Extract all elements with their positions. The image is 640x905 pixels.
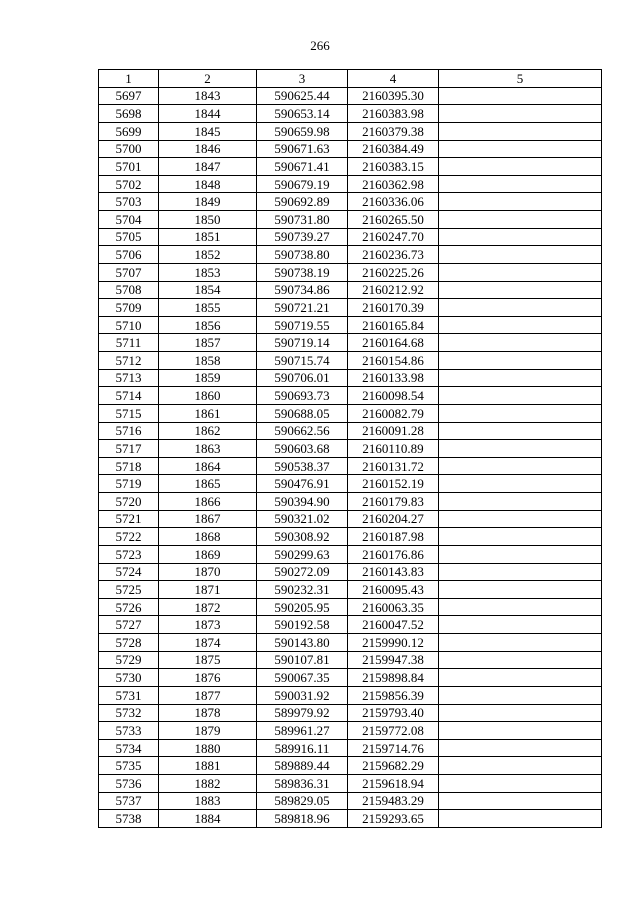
table-cell-col-4: 2159947.38 (348, 651, 439, 669)
table-row (99, 193, 602, 211)
table-cell-col-3: 589961.27 (257, 722, 348, 740)
table-row (99, 87, 602, 105)
table-body (99, 87, 602, 827)
table-cell-col-3: 590394.90 (257, 493, 348, 511)
table-cell-col-1: 5699 (99, 122, 159, 140)
table-cell-col-5 (439, 510, 602, 528)
table-cell-col-3: 590693.73 (257, 387, 348, 405)
table-cell-col-2: 1853 (159, 263, 257, 281)
table-cell-col-2: 1848 (159, 175, 257, 193)
table-cell-col-4: 2159293.65 (348, 810, 439, 828)
table-cell-col-2: 1846 (159, 140, 257, 158)
column-header-5: 5 (439, 70, 602, 88)
table-cell-col-4: 2160395.30 (348, 87, 439, 105)
table-row (99, 122, 602, 140)
table-cell-col-5 (439, 175, 602, 193)
table-cell-col-4: 2160133.98 (348, 369, 439, 387)
table-cell-col-1: 5707 (99, 263, 159, 281)
table-row (99, 404, 602, 422)
table-cell-col-3: 590671.63 (257, 140, 348, 158)
table-row (99, 334, 602, 352)
table-row (99, 475, 602, 493)
table-row (99, 810, 602, 828)
table-cell-col-3: 589829.05 (257, 792, 348, 810)
table-cell-col-3: 590308.92 (257, 528, 348, 546)
table-cell-col-2: 1856 (159, 316, 257, 334)
table-cell-col-1: 5712 (99, 352, 159, 370)
table-cell-col-4: 2159990.12 (348, 634, 439, 652)
table-cell-col-2: 1876 (159, 669, 257, 687)
table-cell-col-1: 5704 (99, 211, 159, 229)
column-header-1: 1 (99, 70, 159, 88)
table-cell-col-2: 1884 (159, 810, 257, 828)
table-cell-col-2: 1843 (159, 87, 257, 105)
table-cell-col-2: 1852 (159, 246, 257, 264)
table-row (99, 669, 602, 687)
table-row (99, 440, 602, 458)
table-row (99, 316, 602, 334)
table-header-row (99, 70, 602, 88)
table-cell-col-5 (439, 757, 602, 775)
table-cell-col-1: 5703 (99, 193, 159, 211)
table-cell-col-3: 590067.35 (257, 669, 348, 687)
table-cell-col-5 (439, 598, 602, 616)
table-cell-col-3: 590476.91 (257, 475, 348, 493)
table-cell-col-4: 2160236.73 (348, 246, 439, 264)
table-cell-col-5 (439, 440, 602, 458)
table-cell-col-2: 1875 (159, 651, 257, 669)
table-row (99, 616, 602, 634)
table-row (99, 563, 602, 581)
table-cell-col-1: 5736 (99, 775, 159, 793)
table-cell-col-3: 590192.58 (257, 616, 348, 634)
table-cell-col-2: 1872 (159, 598, 257, 616)
table-cell-col-5 (439, 281, 602, 299)
table-cell-col-2: 1845 (159, 122, 257, 140)
table-cell-col-3: 590738.19 (257, 263, 348, 281)
table-cell-col-3: 590538.37 (257, 457, 348, 475)
table-cell-col-2: 1883 (159, 792, 257, 810)
table-cell-col-3: 590299.63 (257, 545, 348, 563)
table-cell-col-2: 1870 (159, 563, 257, 581)
table-row (99, 422, 602, 440)
table-cell-col-5 (439, 475, 602, 493)
table-cell-col-1: 5706 (99, 246, 159, 264)
table-row (99, 352, 602, 370)
table-row (99, 105, 602, 123)
table-cell-col-4: 2160383.15 (348, 158, 439, 176)
table-cell-col-4: 2160383.98 (348, 105, 439, 123)
table-cell-col-2: 1871 (159, 581, 257, 599)
table-row (99, 775, 602, 793)
table-cell-col-1: 5730 (99, 669, 159, 687)
table-cell-col-3: 589979.92 (257, 704, 348, 722)
table-cell-col-2: 1858 (159, 352, 257, 370)
table-cell-col-3: 590659.98 (257, 122, 348, 140)
table-cell-col-5 (439, 792, 602, 810)
table-cell-col-1: 5702 (99, 175, 159, 193)
table-cell-col-4: 2160095.43 (348, 581, 439, 599)
table-cell-col-1: 5727 (99, 616, 159, 634)
table-row (99, 651, 602, 669)
table-cell-col-3: 590706.01 (257, 369, 348, 387)
table-cell-col-2: 1857 (159, 334, 257, 352)
table-cell-col-5 (439, 563, 602, 581)
table-cell-col-2: 1868 (159, 528, 257, 546)
table-cell-col-3: 590321.02 (257, 510, 348, 528)
table-cell-col-3: 590671.41 (257, 158, 348, 176)
table-cell-col-1: 5732 (99, 704, 159, 722)
table-cell-col-3: 590719.55 (257, 316, 348, 334)
table-cell-col-4: 2160176.86 (348, 545, 439, 563)
table-cell-col-5 (439, 545, 602, 563)
table-cell-col-1: 5713 (99, 369, 159, 387)
table-cell-col-5 (439, 158, 602, 176)
table-cell-col-4: 2160179.83 (348, 493, 439, 511)
table-cell-col-4: 2160154.86 (348, 352, 439, 370)
table-cell-col-4: 2160247.70 (348, 228, 439, 246)
table-cell-col-1: 5723 (99, 545, 159, 563)
table-row (99, 246, 602, 264)
table-cell-col-5 (439, 122, 602, 140)
table-row (99, 739, 602, 757)
table-cell-col-1: 5717 (99, 440, 159, 458)
table-cell-col-1: 5731 (99, 686, 159, 704)
table-cell-col-5 (439, 686, 602, 704)
table-cell-col-4: 2160165.84 (348, 316, 439, 334)
table-cell-col-5 (439, 404, 602, 422)
table-cell-col-2: 1844 (159, 105, 257, 123)
table-cell-col-4: 2160152.19 (348, 475, 439, 493)
table-cell-col-4: 2160091.28 (348, 422, 439, 440)
table-cell-col-4: 2160265.50 (348, 211, 439, 229)
table-cell-col-4: 2160170.39 (348, 299, 439, 317)
table-row (99, 281, 602, 299)
table-cell-col-5 (439, 493, 602, 511)
table-cell-col-1: 5710 (99, 316, 159, 334)
table-cell-col-1: 5738 (99, 810, 159, 828)
table-row (99, 299, 602, 317)
table-cell-col-2: 1867 (159, 510, 257, 528)
table-cell-col-3: 590692.89 (257, 193, 348, 211)
table-cell-col-5 (439, 211, 602, 229)
table-cell-col-4: 2160212.92 (348, 281, 439, 299)
table-cell-col-2: 1851 (159, 228, 257, 246)
table-cell-col-4: 2160164.68 (348, 334, 439, 352)
table-cell-col-5 (439, 775, 602, 793)
table-row (99, 263, 602, 281)
table-cell-col-5 (439, 651, 602, 669)
table-cell-col-5 (439, 193, 602, 211)
table-cell-col-5 (439, 263, 602, 281)
table-cell-col-1: 5715 (99, 404, 159, 422)
table-cell-col-4: 2160187.98 (348, 528, 439, 546)
table-cell-col-4: 2159772.08 (348, 722, 439, 740)
table-cell-col-1: 5733 (99, 722, 159, 740)
table-cell-col-4: 2160047.52 (348, 616, 439, 634)
table-cell-col-2: 1882 (159, 775, 257, 793)
table-cell-col-3: 590739.27 (257, 228, 348, 246)
table-cell-col-3: 590719.14 (257, 334, 348, 352)
table-row (99, 686, 602, 704)
column-header-4: 4 (348, 70, 439, 88)
table-cell-col-3: 590731.80 (257, 211, 348, 229)
table-cell-col-3: 590662.56 (257, 422, 348, 440)
column-header-2: 2 (159, 70, 257, 88)
table-cell-col-2: 1866 (159, 493, 257, 511)
table-row (99, 228, 602, 246)
table-cell-col-3: 590653.14 (257, 105, 348, 123)
table-row (99, 634, 602, 652)
table-cell-col-5 (439, 810, 602, 828)
table-cell-col-4: 2159618.94 (348, 775, 439, 793)
table-cell-col-5 (439, 616, 602, 634)
table-row (99, 457, 602, 475)
table-cell-col-4: 2159898.84 (348, 669, 439, 687)
table-cell-col-3: 589916.11 (257, 739, 348, 757)
table-cell-col-4: 2160225.26 (348, 263, 439, 281)
table-cell-col-3: 590205.95 (257, 598, 348, 616)
table-cell-col-3: 590625.44 (257, 87, 348, 105)
table-cell-col-5 (439, 87, 602, 105)
table-row (99, 528, 602, 546)
table-cell-col-4: 2160384.49 (348, 140, 439, 158)
table-cell-col-3: 589889.44 (257, 757, 348, 775)
table-cell-col-2: 1850 (159, 211, 257, 229)
table-cell-col-5 (439, 140, 602, 158)
table-cell-col-2: 1869 (159, 545, 257, 563)
table-cell-col-3: 590031.92 (257, 686, 348, 704)
table-cell-col-4: 2159483.29 (348, 792, 439, 810)
table-cell-col-4: 2160336.06 (348, 193, 439, 211)
table-row (99, 757, 602, 775)
table-cell-col-3: 590603.68 (257, 440, 348, 458)
table-row (99, 493, 602, 511)
table-cell-col-2: 1860 (159, 387, 257, 405)
table-cell-col-1: 5697 (99, 87, 159, 105)
table-cell-col-2: 1879 (159, 722, 257, 740)
table-cell-col-1: 5734 (99, 739, 159, 757)
table-cell-col-5 (439, 228, 602, 246)
table-cell-col-4: 2160110.89 (348, 440, 439, 458)
table-cell-col-2: 1877 (159, 686, 257, 704)
table-cell-col-2: 1881 (159, 757, 257, 775)
table-cell-col-2: 1859 (159, 369, 257, 387)
table-cell-col-1: 5724 (99, 563, 159, 581)
table-cell-col-2: 1865 (159, 475, 257, 493)
table-cell-col-4: 2160063.35 (348, 598, 439, 616)
table-cell-col-5 (439, 581, 602, 599)
table-cell-col-2: 1874 (159, 634, 257, 652)
table-row (99, 598, 602, 616)
table-cell-col-1: 5722 (99, 528, 159, 546)
table-cell-col-5 (439, 299, 602, 317)
table-cell-col-1: 5716 (99, 422, 159, 440)
table-row (99, 704, 602, 722)
table-cell-col-5 (439, 369, 602, 387)
table-cell-col-5 (439, 352, 602, 370)
table-cell-col-5 (439, 669, 602, 687)
table-cell-col-3: 590688.05 (257, 404, 348, 422)
table-cell-col-4: 2160082.79 (348, 404, 439, 422)
table-cell-col-3: 589818.96 (257, 810, 348, 828)
coordinates-table (98, 69, 602, 828)
table-cell-col-5 (439, 634, 602, 652)
table-row (99, 510, 602, 528)
table-cell-col-4: 2159793.40 (348, 704, 439, 722)
table-cell-col-3: 590738.80 (257, 246, 348, 264)
table-cell-col-1: 5721 (99, 510, 159, 528)
table-cell-col-3: 590143.80 (257, 634, 348, 652)
table-row (99, 211, 602, 229)
table-cell-col-1: 5728 (99, 634, 159, 652)
table-cell-col-5 (439, 334, 602, 352)
table-cell-col-1: 5708 (99, 281, 159, 299)
table-cell-col-3: 589836.31 (257, 775, 348, 793)
table-row (99, 175, 602, 193)
table-cell-col-4: 2159714.76 (348, 739, 439, 757)
table-cell-col-2: 1862 (159, 422, 257, 440)
table-cell-col-1: 5725 (99, 581, 159, 599)
table-cell-col-3: 590232.31 (257, 581, 348, 599)
table-cell-col-1: 5726 (99, 598, 159, 616)
table-cell-col-2: 1863 (159, 440, 257, 458)
table-cell-col-2: 1873 (159, 616, 257, 634)
table-cell-col-4: 2160379.38 (348, 122, 439, 140)
table-cell-col-5 (439, 528, 602, 546)
table-row (99, 158, 602, 176)
table-row (99, 369, 602, 387)
page-number: 266 (310, 38, 330, 53)
table-row (99, 387, 602, 405)
table-cell-col-1: 5698 (99, 105, 159, 123)
table-cell-col-1: 5737 (99, 792, 159, 810)
table-cell-col-4: 2160131.72 (348, 457, 439, 475)
table-cell-col-2: 1854 (159, 281, 257, 299)
table-cell-col-5 (439, 422, 602, 440)
table-cell-col-5 (439, 739, 602, 757)
table-cell-col-2: 1880 (159, 739, 257, 757)
table-cell-col-5 (439, 704, 602, 722)
table-cell-col-1: 5735 (99, 757, 159, 775)
table-cell-col-4: 2160204.27 (348, 510, 439, 528)
table-cell-col-2: 1864 (159, 457, 257, 475)
table-cell-col-1: 5718 (99, 457, 159, 475)
table-row (99, 581, 602, 599)
table-cell-col-2: 1861 (159, 404, 257, 422)
table-row (99, 792, 602, 810)
table-cell-col-1: 5701 (99, 158, 159, 176)
table-cell-col-1: 5705 (99, 228, 159, 246)
table-cell-col-4: 2160362.98 (348, 175, 439, 193)
table-cell-col-5 (439, 246, 602, 264)
table-cell-col-2: 1878 (159, 704, 257, 722)
table-cell-col-4: 2160098.54 (348, 387, 439, 405)
table-cell-col-1: 5720 (99, 493, 159, 511)
table-cell-col-4: 2159682.29 (348, 757, 439, 775)
table-cell-col-3: 590734.86 (257, 281, 348, 299)
table-cell-col-3: 590107.81 (257, 651, 348, 669)
table-cell-col-3: 590721.21 (257, 299, 348, 317)
table-cell-col-3: 590272.09 (257, 563, 348, 581)
table-cell-col-1: 5719 (99, 475, 159, 493)
table-cell-col-1: 5714 (99, 387, 159, 405)
table-cell-col-5 (439, 316, 602, 334)
table-cell-col-5 (439, 387, 602, 405)
table-cell-col-5 (439, 457, 602, 475)
table-cell-col-1: 5729 (99, 651, 159, 669)
table-row (99, 722, 602, 740)
table-row (99, 140, 602, 158)
table-cell-col-5 (439, 105, 602, 123)
table-cell-col-3: 590715.74 (257, 352, 348, 370)
table-cell-col-5 (439, 722, 602, 740)
table-cell-col-1: 5700 (99, 140, 159, 158)
table-cell-col-4: 2160143.83 (348, 563, 439, 581)
column-header-3: 3 (257, 70, 348, 88)
table-cell-col-2: 1847 (159, 158, 257, 176)
table-row (99, 545, 602, 563)
table-cell-col-2: 1855 (159, 299, 257, 317)
table-cell-col-1: 5711 (99, 334, 159, 352)
table-cell-col-3: 590679.19 (257, 175, 348, 193)
table-cell-col-1: 5709 (99, 299, 159, 317)
table-cell-col-4: 2159856.39 (348, 686, 439, 704)
table-cell-col-2: 1849 (159, 193, 257, 211)
